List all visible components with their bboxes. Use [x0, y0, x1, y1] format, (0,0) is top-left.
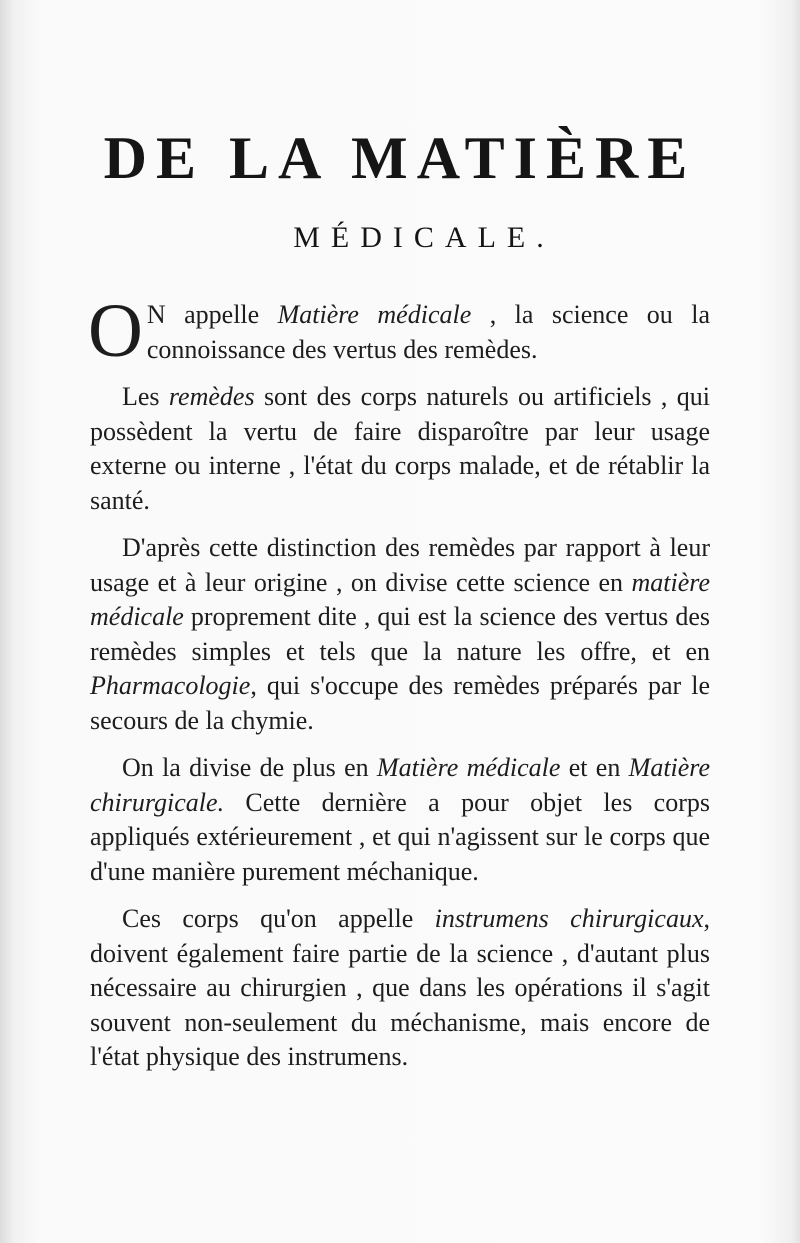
paragraph-3-text-a: D'après cette distinction des remèdes par rapport à leur usage et à leur origine , on divise cette science en: [90, 533, 710, 597]
paragraph-2-italic-a: remèdes: [168, 382, 255, 411]
paragraph-3-italic-a: matière médicale: [90, 567, 710, 631]
paragraph-5-italic-a: instrumens chirurgicaux: [434, 904, 704, 933]
paragraph-4: [90, 751, 710, 889]
paragraph-3-italic-b: Pharmacologie: [90, 671, 251, 700]
drop-cap: O: [88, 289, 143, 373]
paragraph-5-text-a: Ces corps qu'on appelle: [122, 904, 435, 933]
paragraph-1-text-a: N appelle: [146, 300, 278, 329]
paragraph-4-italic-b: Matière chirurgicale.: [90, 753, 710, 817]
paragraph-1: [88, 289, 711, 373]
paragraph-5-text-b: , doivent également faire partie de la science , d'autant plus nécessaire au chirurgien , que dans les opérations il s'agit souvent non-seulement du méchanisme, mais encore de l'état physique des instrumens.: [90, 904, 710, 1071]
paragraph-3-text-c: , qui s'occupe des remèdes préparés par le secours de la chymie.: [90, 671, 710, 735]
paragraph-5: [90, 902, 710, 1075]
paragraph-4-italic-a: Matière médicale: [376, 753, 561, 782]
paragraph-4-text-a: On la divise de plus en: [122, 753, 377, 782]
paragraph-2: [90, 380, 710, 518]
paragraph-3: [90, 531, 710, 738]
paragraph-2-text-b: sont des corps naturels ou artificiels , qui possèdent la vertu de faire disparoître par leur usage externe ou interne , l'état du corps malade, et de rétablir la santé.: [90, 382, 710, 515]
paragraph-2-text-a: Les: [122, 382, 169, 411]
page-subtitle: MÉDICALE.: [293, 221, 555, 254]
paragraph-3-text-b: proprement dite , qui est la science des vertus des remèdes simples et tels que la nature les offre, et en: [90, 602, 710, 666]
paragraph-1-italic-a: Matière médicale: [277, 300, 472, 329]
paragraph-4-text-c: Cette dernière a pour objet les corps appliqués extérieurement , et qui n'agissent sur le corps que d'une manière purement méchanique.: [90, 787, 710, 886]
paragraph-1-text-b: , la science ou la connoissance des vertus des remèdes.: [146, 300, 711, 364]
paragraph-4-text-b: et en: [560, 753, 629, 782]
page-title: DE LA MATIÈRE: [103, 125, 697, 191]
body-text: [88, 289, 711, 1088]
